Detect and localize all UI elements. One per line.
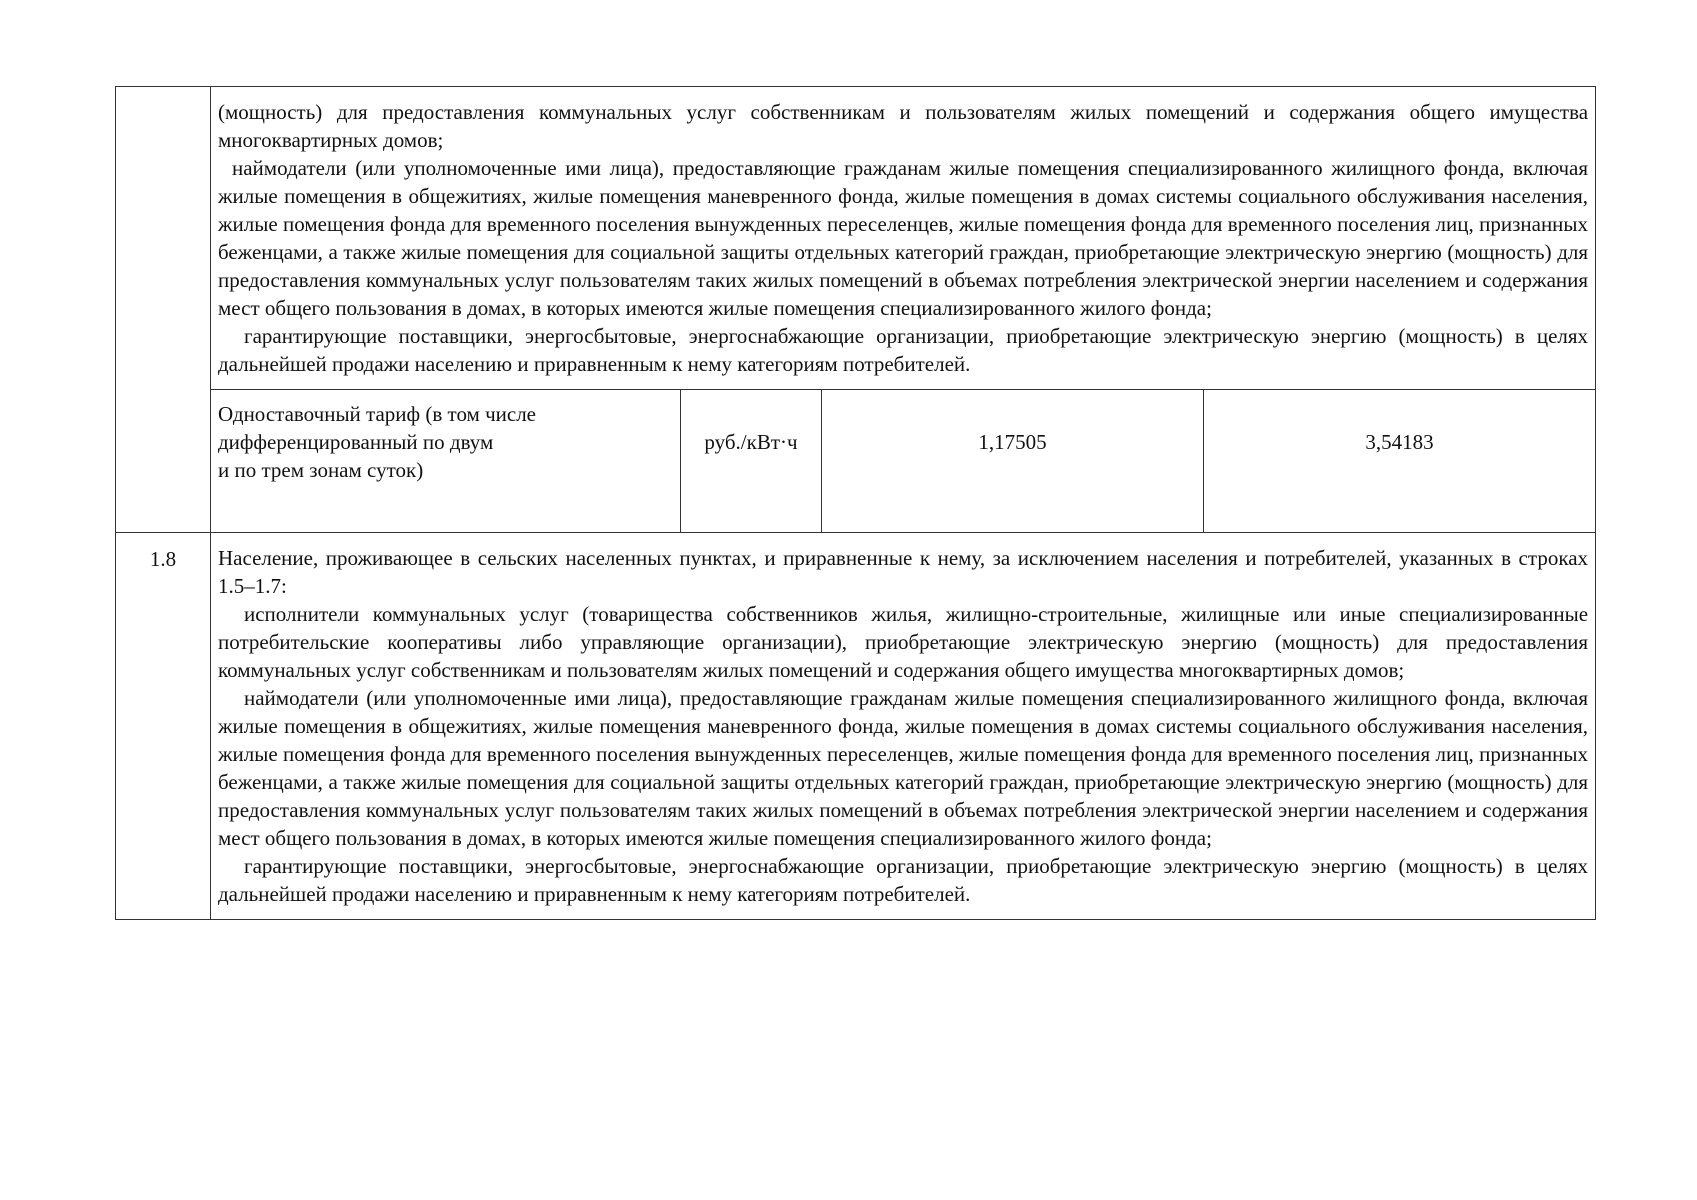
paragraph: гарантирующие поставщики, энергосбытовые, энергоснабжающие организации, приобретающие электрическую энергию (мощность) в целях дальнейшей продажи населению и приравненным к нему категориям потребителей.: [218, 854, 1589, 906]
row-number-cell: [116, 533, 211, 920]
row-1-8-text-cell: [211, 533, 1596, 920]
tariff-name-cell: [211, 390, 681, 533]
paragraph: исполнители коммунальных услуг (товарищества собственников жилья, жилищно-строительные, жилищные или иные специализированные потребительские кооперативы либо управляющие организации), приобретающие электрическую энергию (мощность) для предоставления коммунальных услуг собственникам и пользователям жилых помещений и содержания общего имущества многоквартирных домов;: [218, 602, 1589, 682]
tariff-name-line: и по трем зонам суток): [218, 458, 424, 482]
table-row-tariff: [116, 390, 1596, 533]
tariff-name-line: Одноставочный тариф (в том числе: [218, 402, 537, 426]
paragraph: наймодатели (или уполномоченные ими лица), предоставляющие гражданам жилые помещения специализированного жилищного фонда, включая жилые помещения в общежитиях, жилые помещения маневренного фонда, жилые помещения в домах системы социального обслуживания населения, жилые помещения фонда для временного поселения вынужденных переселенцев, жилые помещения фонда для временного поселения лиц, признанных беженцами, а также жилые помещения для социальной защиты отдельных категорий граждан, приобретающие электрическую энергию (мощность) для предоставления коммунальных услуг пользователям таких жилых помещений в объемах потребления электрической энергии населением и содержания мест общего пользования в домах, в которых имеются жилые помещения специализированного жилого фонда;: [218, 156, 1589, 320]
continuation-text-cell: [211, 87, 1596, 390]
tariff-name-line: дифференцированный по двум: [218, 430, 494, 454]
tariff-unit-cell: руб./кВт·ч: [681, 390, 822, 533]
paragraph: наймодатели (или уполномоченные ими лица), предоставляющие гражданам жилые помещения специализированного жилищного фонда, включая жилые помещения в общежитиях, жилые помещения маневренного фонда, жилые помещения в домах системы социального обслуживания населения, жилые помещения фонда для временного поселения вынужденных переселенцев, жилые помещения фонда для временного поселения лиц, признанных беженцами, а также жилые помещения для социальной защиты отдельных категорий граждан, приобретающие электрическую энергию (мощность) для предоставления коммунальных услуг пользователям таких жилых помещений в объемах потребления электрической энергии населением и содержания мест общего пользования в домах, в которых имеются жилые помещения специализированного жилого фонда;: [218, 686, 1589, 850]
tariff-value-first-half: 1,17505: [822, 390, 1204, 533]
tariff-table: [115, 86, 1596, 920]
paragraph: Население, проживающее в сельских населенных пунктах, и приравненные к нему, за исключением населения и потребителей, указанных в строках 1.5–1.7:: [218, 546, 1589, 598]
paragraph: (мощность) для предоставления коммунальных услуг собственникам и пользователям жилых помещений и содержания общего имущества многоквартирных домов;: [218, 100, 1589, 152]
paragraph: гарантирующие поставщики, энергосбытовые, энергоснабжающие организации, приобретающие электрическую энергию (мощность) в целях дальнейшей продажи населению и приравненным к нему категориям потребителей.: [218, 324, 1589, 376]
row-number: 1.8: [149, 547, 177, 571]
table-row-1-8: [116, 533, 1596, 920]
row-number-cell-empty: [116, 87, 211, 533]
table-row-continuation: [116, 87, 1596, 390]
tariff-value-second-half: 3,54183: [1204, 390, 1596, 533]
